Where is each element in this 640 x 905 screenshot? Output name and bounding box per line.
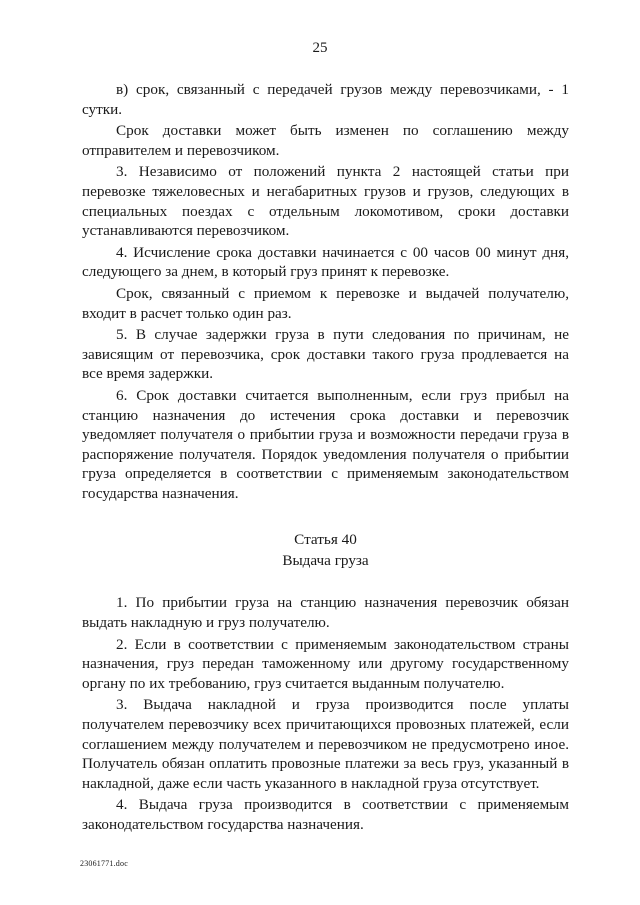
article-paragraph-1: 1. По прибытии груза на станцию назначения перевозчик обязан выдать накладную и груз получателю. — [82, 594, 569, 632]
paragraph-3-heavy-cargo: 3. Независимо от положений пункта 2 настоящей статьи при перевозке тяжеловесных и негабаритных грузов и грузов, следующих в специальных поездах с отдельным локомотивом, сроки доставки устанавливаются перевозчиком. — [82, 163, 569, 240]
paragraph-2v-term: в) срок, связанный с передачей грузов между перевозчиками, - 1 сутки. — [82, 81, 569, 118]
paragraph-5-delay: 5. В случае задержки груза в пути следования по причинам, не зависящим от перевозчика, срок доставки такого груза продлевается на все время задержки. — [82, 326, 569, 383]
article-paragraph-2: 2. Если в соответствии с применяемым законодательством страны назначения, груз передан таможенному или другому государственному органу по их требованию, груз считается выданным получателю. — [82, 635, 569, 692]
document-body — [82, 80, 569, 837]
paragraph-6-fulfilled: 6. Срок доставки считается выполненным, если груз прибыл на станцию назначения до истечения срока доставки и перевозчик уведомляет получателя о прибытии груза и возможности передачи груза в распоряжение получателя. Порядок уведомления получателя о прибытии груза определяется в соответствии с применяемым законодательством государства назначения. — [82, 386, 569, 502]
article-paragraph-4: 4. Выдача груза производится в соответствии с применяемым законодательством государства назначения. — [82, 796, 569, 833]
footer-filename: 23061771.doc — [80, 859, 128, 868]
paragraph-term-change: Срок доставки может быть изменен по соглашению между отправителем и перевозчиком. — [82, 122, 569, 159]
page-number: 25 — [312, 40, 328, 56]
article-heading — [82, 529, 569, 571]
paragraph-term-once: Срок, связанный с приемом к перевозке и выдачей получателю, входит в расчет только один раз. — [82, 284, 569, 322]
article-paragraph-3: 3. Выдача накладной и груза производится после уплаты получателем перевозчику всех причитающихся провозных платежей, если соглашением между получателем и перевозчиком не предусмотрено иное. Получатель обязан оплатить провозные платежи за весь груз, указанный в накладной, даже если часть указанного в накладной груза отсутствует. — [82, 696, 569, 792]
paragraph-4-term-start: 4. Исчисление срока доставки начинается с 00 часов 00 минут дня, следующего за днем, в который груз принят к перевозке. — [82, 243, 569, 281]
article-title: Выдача груза — [282, 552, 369, 570]
article-number: Статья 40 — [294, 531, 357, 549]
